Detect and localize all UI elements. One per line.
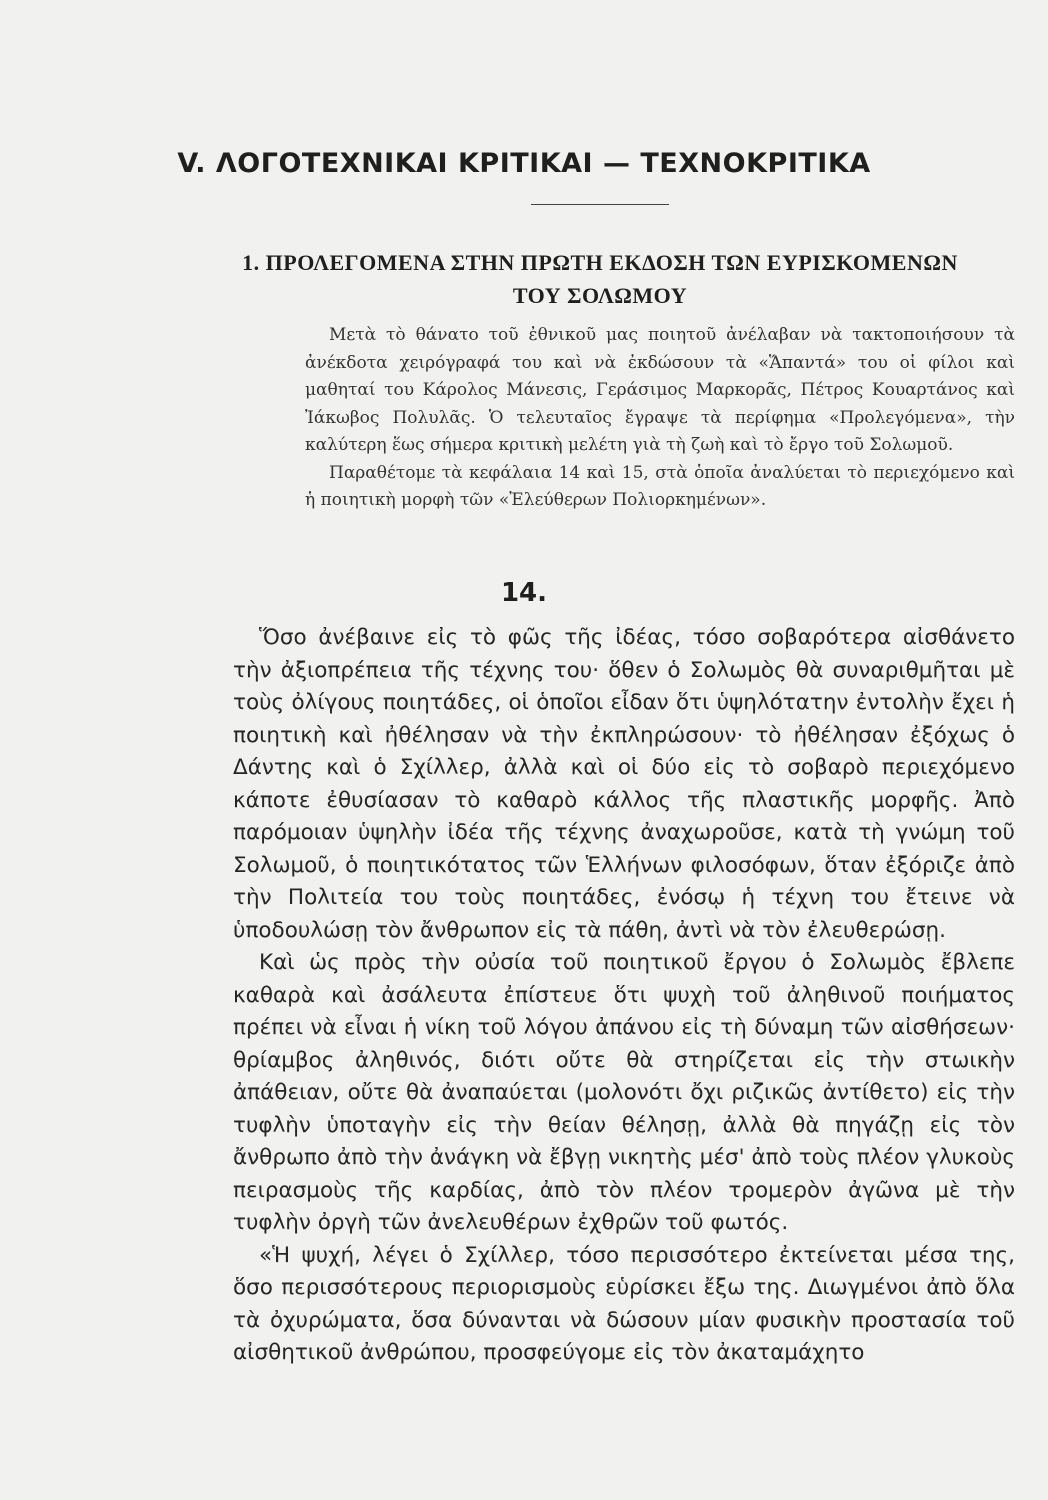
intro-paragraph: Παραθέτομε τὰ κεφάλαια 14 καὶ 15, στὰ ὁποῖα ἀναλύεται τὸ περιεχόμενο καὶ ἡ ποιητικὴ μορφὴ τῶν «Ἐλεύθερων Πολιορκημένων». bbox=[305, 462, 1015, 510]
chapter-title-line2: ΤΟΥ ΣΟΛΩΜΟΥ bbox=[512, 283, 688, 308]
body-paragraph: Ὅσο ἀνέβαινε εἰς τὸ φῶς τῆς ἰδέας, τόσο σοβαρότερα αἰσθάνετο τὴν ἀξιοπρέπεια τῆς τέχνης του· ὅθεν ὁ Σολωμὸς θὰ συναριθμῆται μὲ τοὺς ὀλίγους ποιητάδες, οἱ ὁποῖοι εἶδαν ὅτι ὑψηλότατην ἐντολὴν ἔχει ἡ ποιητικὴ καὶ ἠθέλησαν νὰ τὴν ἐκπληρώσουν· τὸ ἠθέλησαν ἐξόχως ὁ Δάντης καὶ ὁ Σχίλλερ, ἀλλὰ καὶ οἱ δύο εἰς τὸ σοβαρὸ περιεχόμενο κάποτε ἐθυσίασαν τὸ καθαρὸ κάλλος τῆς πλαστικῆς μορφῆς. Ἀπὸ παρόμοιαν ὑψηλὴν ἰδέα τῆς τέχνης ἀναχωροῦσε, κατὰ τὴ γνώμη τοῦ Σολωμοῦ, ὁ ποιητικότατος τῶν Ἑλλήνων φιλοσόφων, ὅταν ἐξόριζε ἀπὸ τὴν Πολιτεία του τοὺς ποιητάδες, ἐνόσῳ ἡ τέχνη του ἔτεινε νὰ ὑποδουλώσῃ τὸν ἄνθρωπον εἰς τὰ πάθη, ἀντὶ νὰ τὸν ἐλευθερώσῃ. bbox=[233, 625, 1015, 943]
body-paragraph: Καὶ ὡς πρὸς τὴν οὐσία τοῦ ποιητικοῦ ἔργου ὁ Σολωμὸς ἔβλεπε καθαρὰ καὶ ἀσάλευτα ἐπίστευε ὅτι ψυχὴ τοῦ ἀληθινοῦ ποιήματος πρέπει νὰ εἶναι ἡ νίκη τοῦ λόγου ἀπάνου εἰς τὴ δύναμη τῶν αἰσθήσεων· θρίαμβος ἀληθινός, διότι οὔτε θὰ στηρίζεται εἰς τὴν στωικὴν ἀπάθειαν, οὔτε θὰ ἀναπαύεται (μολονότι ὄχι ριζικῶς ἀντίθετο) εἰς τὴν τυφλὴν ὑποταγὴν εἰς τὴν θείαν θέλησῃ, ἀλλὰ θὰ πηγάζῃ εἰς τὸν ἄνθρωπο ἀπὸ τὴν ἀνάγκη νὰ ἔβγῃ νικητὴς μέσ' ἀπὸ τοὺς πλέον γλυκοὺς πειρασμοὺς τῆς καρδίας, ἀπὸ τὸν πλέον τρομερὸν ἀγῶνα μὲ τὴν τυφλὴν ὀργὴ τῶν ἀνελευθέρων ἐχθρῶν τοῦ φωτός. bbox=[233, 950, 1015, 1235]
section-title: V. ΛΟΓΟΤΕΧΝΙΚΑΙ ΚΡΙΤΙΚΑΙ — ΤΕΧΝΟΚΡΙΤΙΚΑ bbox=[177, 148, 871, 179]
title-divider bbox=[531, 204, 669, 205]
chapter-title-line1: 1. ΠΡΟΛΕΓΟΜΕΝΑ ΣΤΗΝ ΠΡΩΤΗ ΕΚΔΟΣΗ ΤΩΝ ΕΥΡΙΣΚΟΜΕΝΩΝ bbox=[242, 250, 958, 275]
chapter-title bbox=[176, 246, 1024, 312]
intro-text bbox=[305, 322, 1015, 515]
chapter-number: 14. bbox=[500, 578, 548, 608]
body-text bbox=[233, 622, 1015, 1370]
intro-paragraph: Μετὰ τὸ θάνατο τοῦ ἐθνικοῦ μας ποιητοῦ ἀνέλαβαν νὰ τακτοποιήσουν τὰ ἀνέκδοτα χειρόγραφά του καὶ νὰ ἐκδώσουν τὰ «Ἅπαντά» του οἱ φίλοι καὶ μαθηταί του Κάρολος Μάνεσις, Γεράσιμος Μαρκορᾶς, Πέτρος Κουαρτάνος καὶ Ἰάκωβος Πολυλᾶς. Ὁ τελευταῖος ἔγραψε τὰ περίφημα «Προλεγόμενα», τὴν καλύτερη ἕως σήμερα κριτικὴ μελέτη γιὰ τὴ ζωὴ καὶ τὸ ἔργο τοῦ Σολωμοῦ. bbox=[305, 325, 1015, 455]
body-paragraph: «Ἡ ψυχή, λέγει ὁ Σχίλλερ, τόσο περισσότερο ἐκτείνεται μέσα της, ὅσο περισσότερους περιορισμοὺς εὑρίσκει ἔξω της. Διωγμένοι ἀπὸ ὅλα τὰ ὀχυρώματα, ὅσα δύνανται νὰ δώσουν μίαν φυσικὴν προστασία τοῦ αἰσθητικοῦ ἀνθρώπου, προσφεύγομε εἰς τὸν ἀκαταμάχητο bbox=[233, 1242, 1015, 1365]
